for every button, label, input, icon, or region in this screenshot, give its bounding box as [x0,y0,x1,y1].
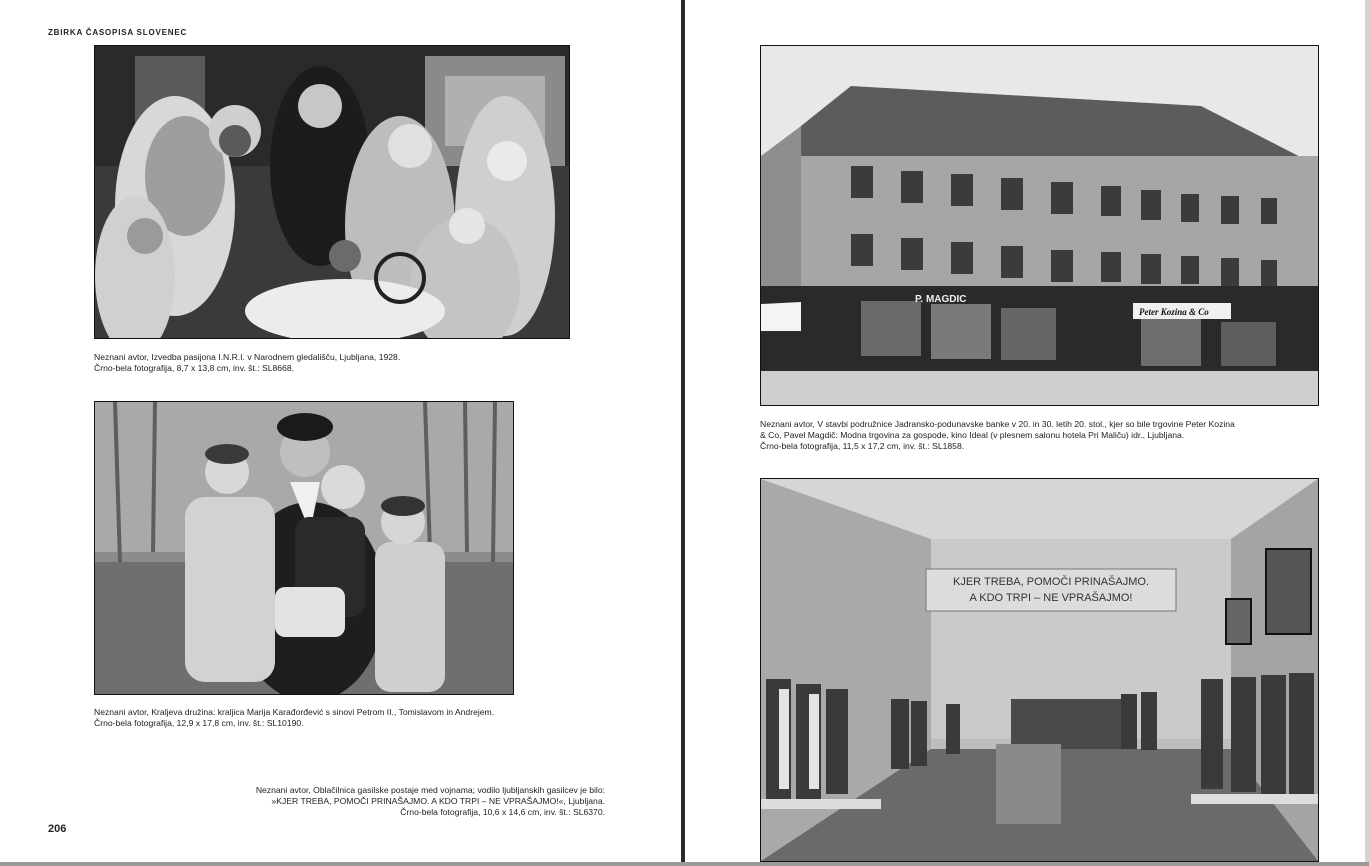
caption-line: Neznani avtor, V stavbi podružnice Jadransko-podunavske banke v 20. in 30. letih 20. stol., kjer so bile trgovine Peter Kozina [760,419,1235,429]
caption-line: Neznani avtor, Oblačilnica gasilske postaje med vojnama; vodilo ljubljanskih gasilcev je bilo: [255,785,605,795]
photo-passion-play [94,45,570,339]
bottom-edge [0,862,1369,866]
caption-bank-building [760,419,1235,452]
caption-line: Črno-bela fotografija, 11,5 x 17,2 cm, inv. št.: SL1858. [760,441,965,451]
sign-magdic: P. MAGDIC [915,294,967,305]
caption-line: Neznani avtor, Izvedba pasijona I.N.R.I. v Narodnem gledališču, Ljubljana, 1928. [94,352,401,362]
caption-cloakroom [256,785,605,818]
photo-fire-station-cloakroom [760,478,1319,862]
photo-bank-building [760,45,1319,406]
caption-line: Črno-bela fotografija, 12,9 x 17,8 cm, inv. št.: SL10190. [94,718,304,728]
caption-line: Črno-bela fotografija, 10,6 x 14,6 cm, inv. št.: SL6370. [400,807,605,817]
banner-line-2: A KDO TRPI – NE VPRAŠAJMO! [969,592,1133,604]
passion-play-image [95,46,569,338]
running-head: ZBIRKA ČASOPISA SLOVENEC [48,28,188,37]
caption-line: Neznani avtor, Kraljeva družina: kraljica Marija Karađorđević s sinovi Petrom II., Tomislavom in Andrejem. [94,707,495,717]
page-number: 206 [48,823,67,835]
bank-building-image [761,46,1318,405]
caption-line: & Co, Pavel Magdič: Modna trgovina za gospode, kino Ideal (v plesnem salonu hotela Pri Maliču) idr., Ljubljana. [760,430,1185,440]
banner-line-1: KJER TREBA, POMOČI PRINAŠAJMO. [953,576,1149,588]
royal-family-image [95,402,513,694]
sign-kozina: Peter Kozina & Co [1139,307,1209,317]
caption-passion-play [94,352,400,374]
caption-line: »KJER TREBA, POMOČI PRINAŠAJMO. A KDO TRPI – NE VPRAŠAJMO!«, Ljubljana. [271,796,605,806]
cloakroom-image [761,479,1318,861]
caption-royal-family [94,707,494,729]
caption-line: Črno-bela fotografija, 8,7 x 13,8 cm, inv. št.: SL8668. [94,363,294,373]
photo-royal-family [94,401,514,695]
right-page [685,0,1365,862]
left-page [0,0,681,862]
